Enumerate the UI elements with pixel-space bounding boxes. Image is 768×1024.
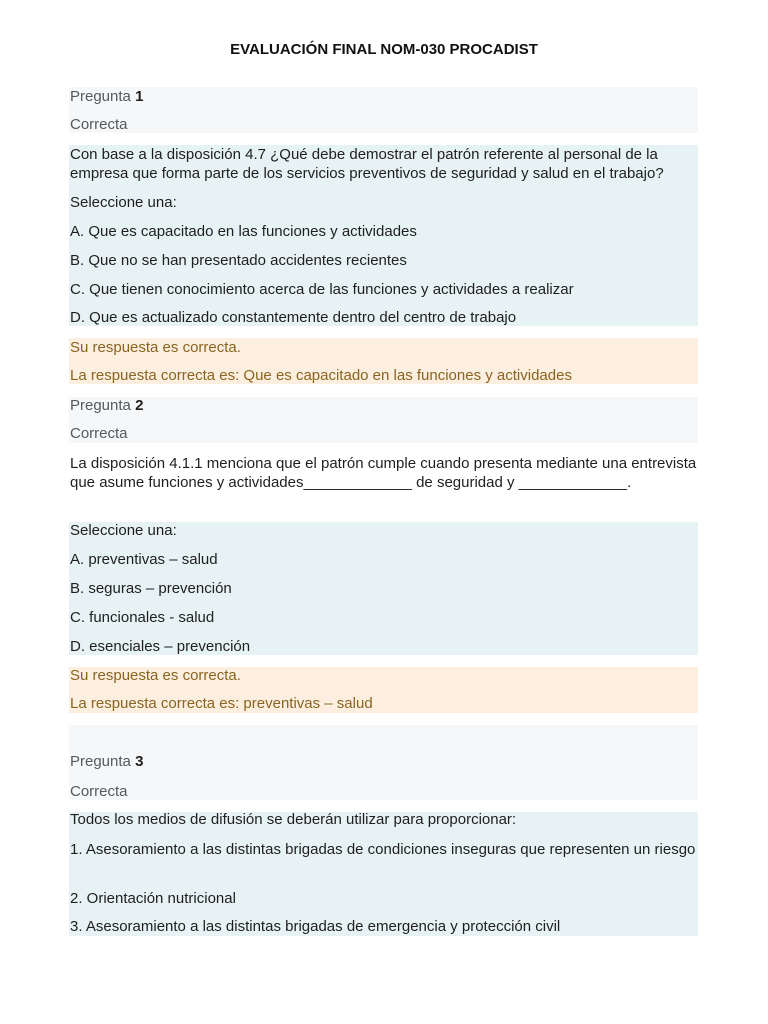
question-1-option-b[interactable]: B. Que no se han presentado accidentes recientes	[70, 252, 407, 269]
question-2-label: Pregunta 2	[70, 397, 144, 414]
question-1-prompt: Seleccione una:	[70, 194, 177, 211]
question-2-status: Correcta	[70, 425, 128, 442]
question-1-feedback: Su respuesta es correcta.	[70, 339, 241, 356]
question-3-item-2: 2. Orientación nutricional	[70, 890, 236, 907]
question-1-number: 1	[135, 88, 144, 105]
question-2-text: La disposición 4.1.1 menciona que el patrón cumple cuando presenta mediante una entrevista que asume funciones y actividades_____________ de seguridad y _____________.	[70, 455, 697, 491]
question-1-option-c[interactable]: C. Que tienen conocimiento acerca de las funciones y actividades a realizar	[70, 281, 574, 298]
question-3-item-3: 3. Asesoramiento a las distintas brigadas de emergencia y protección civil	[70, 918, 561, 935]
question-1-text: Con base a la disposición 4.7 ¿Qué debe demostrar el patrón referente al personal de la empresa que forma parte de los servicios preventivos de seguridad y salud en el trabajo?	[70, 146, 664, 182]
question-3-item-1: 1. Asesoramiento a las distintas brigadas de condiciones inseguras que representen un riesgo	[70, 841, 696, 858]
question-1-label: Pregunta 1	[70, 88, 144, 105]
question-2-number: 2	[135, 397, 144, 414]
question-2-option-a[interactable]: A. preventivas – salud	[70, 551, 218, 568]
question-2-option-c[interactable]: C. funcionales - salud	[70, 609, 215, 626]
question-3-text: Todos los medios de difusión se deberán utilizar para proporcionar:	[70, 811, 517, 828]
question-1-option-d[interactable]: D. Que es actualizado constantemente dentro del centro de trabajo	[70, 309, 517, 326]
question-3-label: Pregunta 3	[70, 753, 144, 770]
question-3-number: 3	[135, 753, 144, 770]
question-2-correct-answer: La respuesta correcta es: preventivas – salud	[70, 695, 373, 712]
question-1-option-a[interactable]: A. Que es capacitado en las funciones y actividades	[70, 223, 417, 240]
question-2-prompt: Seleccione una:	[70, 522, 177, 539]
question-2-option-d[interactable]: D. esenciales – prevención	[70, 638, 251, 655]
document-title: EVALUACIÓN FINAL NOM-030 PROCADIST	[230, 41, 538, 58]
question-2-feedback: Su respuesta es correcta.	[70, 667, 241, 684]
question-2-option-b[interactable]: B. seguras – prevención	[70, 580, 232, 597]
question-1-status: Correcta	[70, 116, 128, 133]
question-1-correct-answer: La respuesta correcta es: Que es capacitado en las funciones y actividades	[70, 367, 572, 384]
question-3-status: Correcta	[70, 783, 128, 800]
